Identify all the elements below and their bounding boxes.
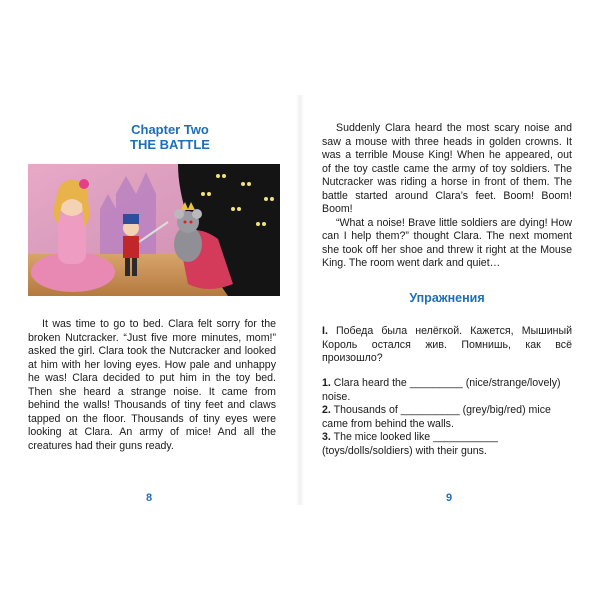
- task-number: I.: [322, 325, 328, 337]
- item-number: 3.: [322, 431, 331, 443]
- task-text: Победа была нелёгкой. Кажется, Мышиный Король остался жив. Помнишь, как всё произошло?: [322, 325, 572, 364]
- exercises-heading: Упражнения: [409, 291, 485, 305]
- chapter-title: [110, 122, 230, 152]
- story-paragraph-2: “What a noise! Brave little soldiers are dying! How can I help them?” thought Clara. The next moment she took off her shoe and threw it right at the Mouse King. The room went dark and quiet…: [322, 216, 572, 269]
- story-paragraph: It was time to go to bed. Clara felt sorry for the broken Nutcracker. “Just five more minutes, mom!” asked the girl. Clara took the Nutcracker and looked at him with her loving eyes. How pale and unhappy he was! Clara decided to put him in the toy bed. Then she heard a strange noise. It came from behind the walls! Thousands of tiny feet and claws tapped on the floor. Thousands of tiny eyes were looking at Clara. An army of mice! And all the creatures had their guns ready.: [28, 318, 276, 452]
- left-body-text: [28, 318, 276, 453]
- exercise-list: [322, 377, 572, 458]
- item-text: The mice looked like ___________ (toys/dolls/soldiers) with their guns.: [322, 431, 498, 457]
- item-number: 2.: [322, 404, 331, 416]
- story-paragraph-1: Suddenly Clara heard the most scary noise and saw a mouse with three heads in golden crowns. It was a terrible Mouse King! When he appeared, out of the toy castle came the army of toy soldiers. The Nutcracker was riding a horse in front of them. The battle started around Clara’s feet. Boom! Boom! Boom!: [322, 122, 572, 215]
- item-number: 1.: [322, 377, 331, 389]
- page-number-left: 8: [146, 492, 153, 504]
- page-number-right: 9: [446, 492, 453, 504]
- story-illustration: [28, 164, 280, 296]
- list-item: [322, 404, 572, 431]
- chapter-number: Chapter Two: [131, 122, 209, 137]
- list-item: [322, 431, 572, 458]
- item-text: Thousands of __________ (grey/big/red) mice came from behind the walls.: [322, 404, 551, 430]
- list-item: [322, 377, 572, 404]
- chapter-name: THE BATTLE: [130, 137, 210, 152]
- item-text: Clara heard the _________ (nice/strange/lovely) noise.: [322, 377, 561, 403]
- right-body-text: [322, 122, 572, 271]
- exercise-instructions: [322, 325, 572, 366]
